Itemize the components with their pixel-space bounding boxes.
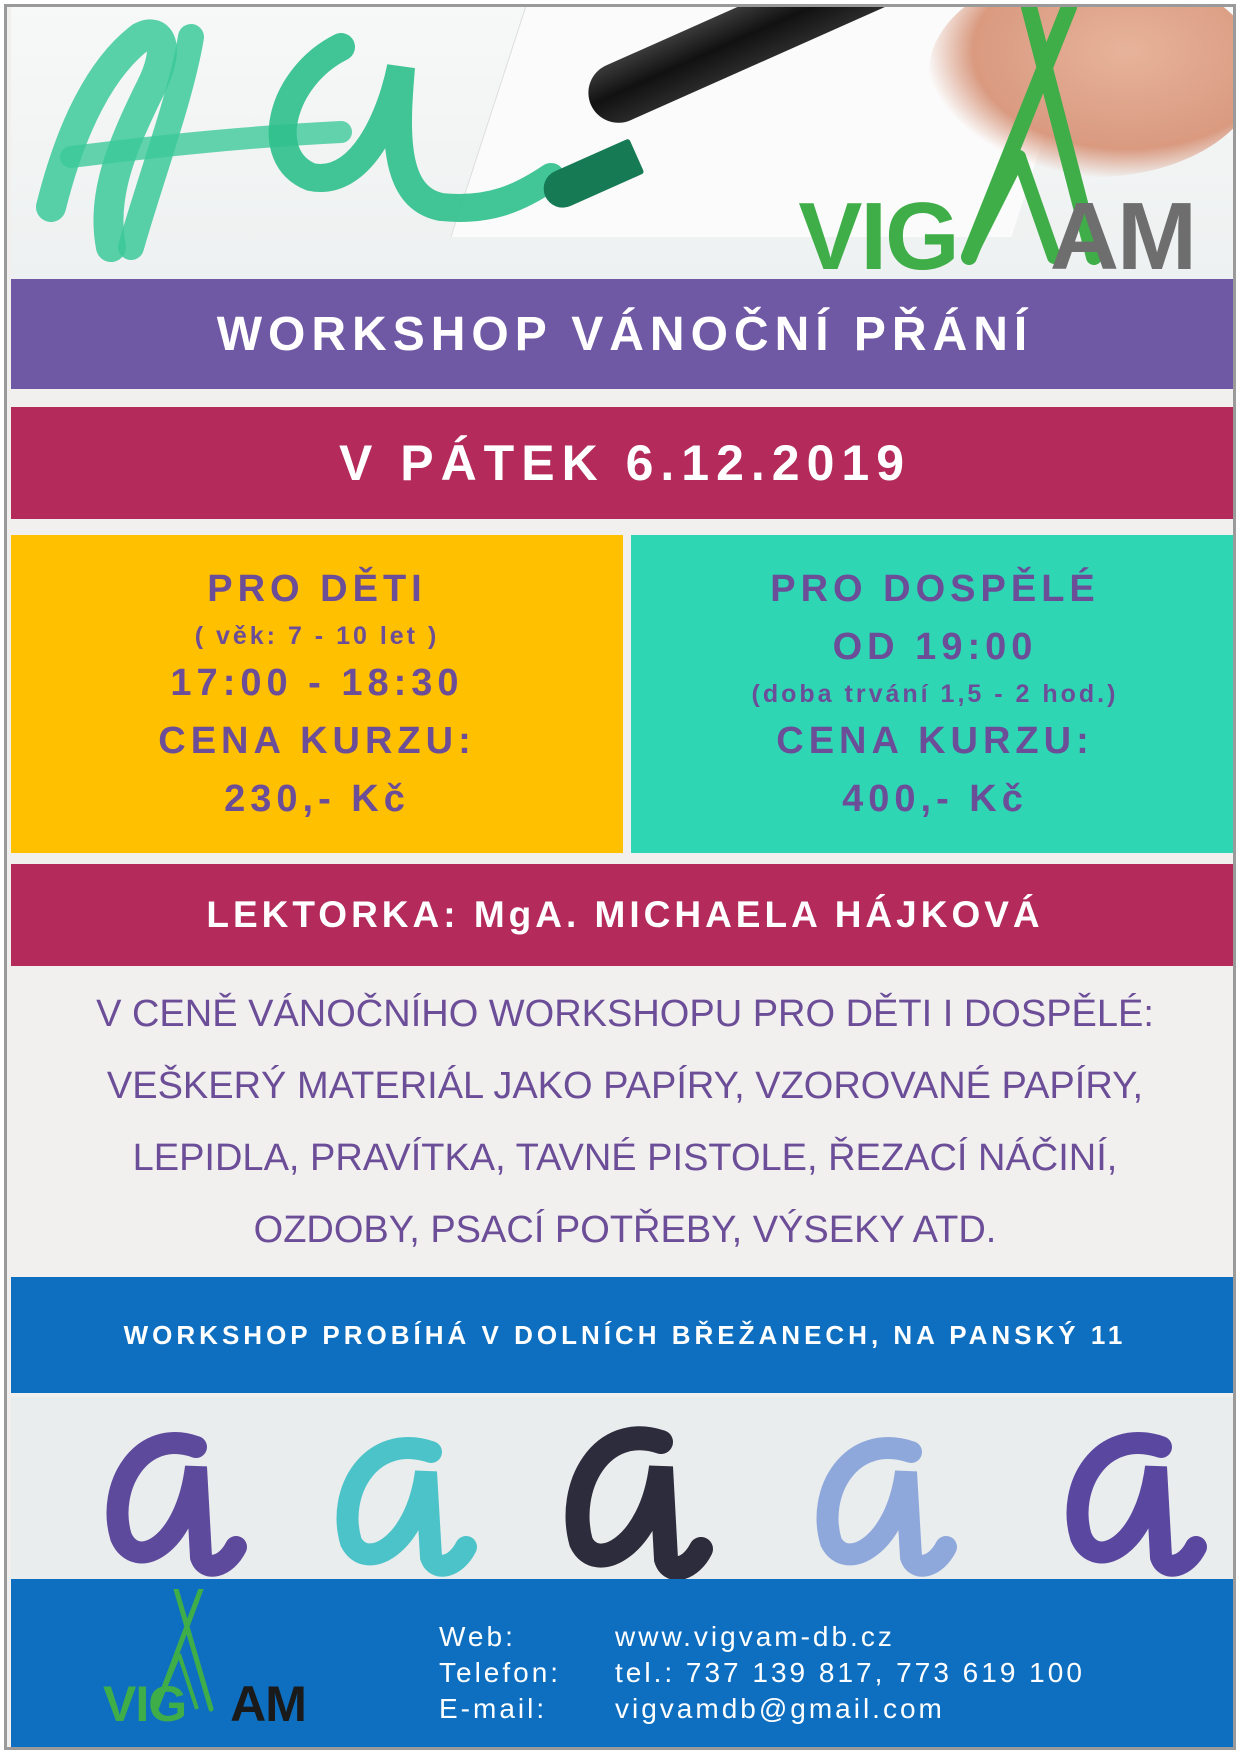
phone-value[interactable]: tel.: 737 139 817, 773 619 100 — [615, 1657, 1085, 1688]
kids-panel — [11, 535, 623, 853]
included-line: VEŠKERÝ MATERIÁL JAKO PAPÍRY, VZOROVANÉ PAPÍRY, — [106, 1065, 1144, 1107]
calligraphy-letters-image — [11, 1397, 1236, 1579]
hero-image — [11, 7, 1236, 279]
included-text — [11, 967, 1236, 1277]
footer-logo-text — [103, 1675, 306, 1733]
web-label: Web: — [439, 1621, 516, 1652]
contact-web-row — [439, 1619, 1085, 1655]
kids-price: 230,- Kč — [224, 778, 410, 820]
logo-text-gray: AM — [1049, 183, 1195, 279]
poster — [4, 4, 1236, 1750]
email-label: E-mail: — [439, 1693, 548, 1724]
adults-heading: PRO DOSPĚLÉ — [770, 568, 1100, 610]
contact-block — [439, 1619, 1085, 1727]
footer-logo-green: VIG — [103, 1676, 187, 1732]
web-link[interactable]: www.vigvam-db.cz — [615, 1621, 895, 1652]
adults-panel — [631, 535, 1236, 853]
date-banner — [11, 407, 1236, 519]
kids-time: 17:00 - 18:30 — [170, 662, 464, 704]
letter-a-samples — [11, 1397, 1236, 1579]
included-line: OZDOBY, PSACÍ POTŘEBY, VÝSEKY ATD. — [253, 1209, 997, 1251]
lecturer: LEKTORKA: MgA. MICHAELA HÁJKOVÁ — [206, 894, 1044, 935]
location-banner — [11, 1277, 1236, 1393]
adults-time: OD 19:00 — [832, 626, 1038, 668]
event-date: V PÁTEK 6.12.2019 — [338, 435, 912, 491]
logo-text-green: VIG — [798, 183, 958, 279]
included-line: LEPIDLA, PRAVÍTKA, TAVNÉ PISTOLE, ŘEZACÍ NÁČINÍ, — [132, 1137, 1118, 1179]
included-line: V CENĚ VÁNOČNÍHO WORKSHOPU PRO DĚTI I DOSPĚLÉ: — [96, 993, 1154, 1035]
location: WORKSHOP PROBÍHÁ V DOLNÍCH BŘEŽANECH, NA PANSKÝ 11 — [123, 1319, 1127, 1350]
contact-email-row — [439, 1691, 1085, 1727]
vigvam-logo-text — [798, 183, 1195, 279]
contact-phone-row — [439, 1655, 1085, 1691]
adults-price: 400,- Kč — [842, 778, 1028, 820]
adults-price-label: CENA KURZU: — [776, 720, 1094, 762]
phone-label: Telefon: — [439, 1657, 562, 1688]
kids-age: ( věk: 7 - 10 let ) — [194, 622, 440, 650]
lecturer-banner — [11, 864, 1236, 966]
footer-logo-dark: AM — [230, 1676, 306, 1732]
adults-duration: (doba trvání 1,5 - 2 hod.) — [751, 680, 1119, 708]
kids-price-label: CENA KURZU: — [158, 720, 476, 762]
footer — [11, 1579, 1236, 1750]
page-title: WORKSHOP VÁNOČNÍ PŘÁNÍ — [216, 307, 1034, 361]
email-link[interactable]: vigvamdb@gmail.com — [615, 1693, 945, 1724]
kids-heading: PRO DĚTI — [207, 568, 427, 610]
title-banner — [11, 279, 1236, 389]
